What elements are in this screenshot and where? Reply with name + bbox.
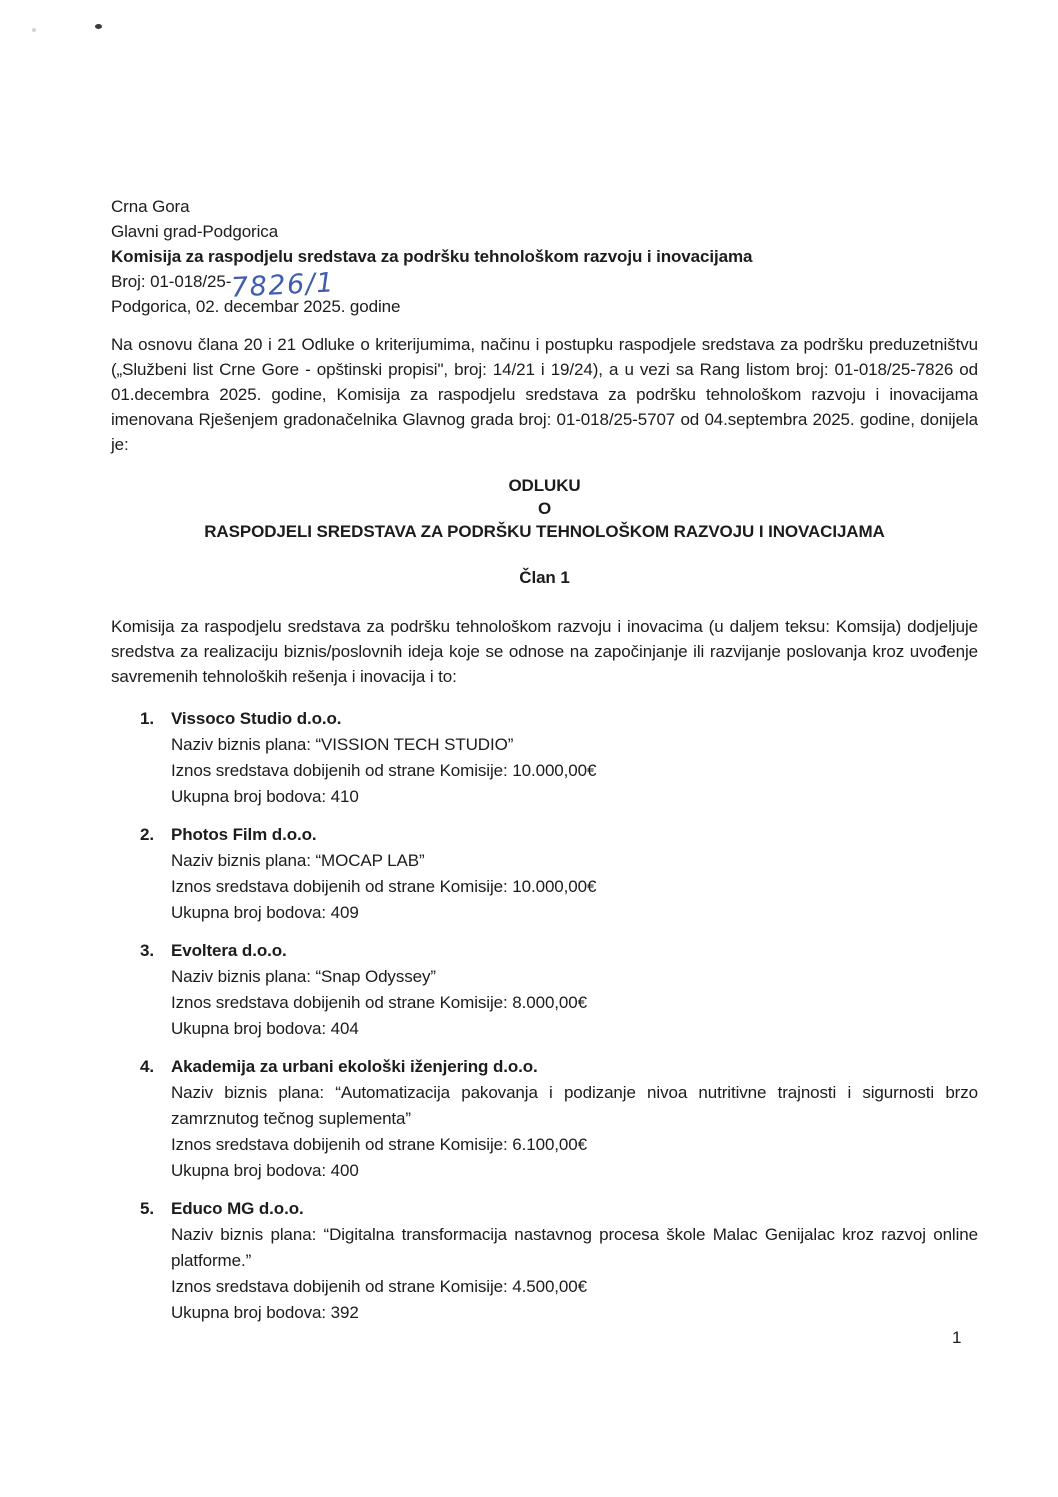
company-name: Photos Film d.o.o. bbox=[171, 825, 317, 844]
amount-value: 4.500,00€ bbox=[512, 1277, 587, 1296]
plan-line bbox=[171, 1222, 978, 1274]
amount-value: 10.000,00€ bbox=[512, 877, 597, 896]
preamble-paragraph: Na osnovu člana 20 i 21 Odluke o kriterijumima, načinu i postupku raspodjele sredstava za podršku preduzetništvu („Službeni list Crne Gore - opštinski propisi", broj: 14/21 i 19/24), a u vezi sa Rang listom broj: 01-018/25-7826 od 01.decembra 2025. godine, Komisija za raspodjelu sredstava za podršku tehnološkom razvoju i inovacijama imenovana Rješenjem gradonačelnika Glavnog grada broj: 01-018/25-5707 od 04.septembra 2025. godine, donijela je: bbox=[111, 335, 978, 454]
points-label: Ukupna broj bodova: bbox=[171, 787, 326, 806]
points-value: 392 bbox=[330, 1303, 359, 1322]
points-label: Ukupna broj bodova: bbox=[171, 903, 326, 922]
amount-label: Iznos sredstava dobijenih od strane Komisije: bbox=[171, 1135, 508, 1154]
amount-label: Iznos sredstava dobijenih od strane Komisije: bbox=[171, 877, 508, 896]
plan-label: Naziv biznis plana: bbox=[171, 1225, 317, 1244]
scan-artifact-dot bbox=[32, 28, 36, 32]
item-number: 5. bbox=[140, 1199, 154, 1218]
reference-number-line bbox=[111, 267, 978, 304]
document-header bbox=[111, 194, 978, 319]
points-value: 410 bbox=[330, 787, 359, 806]
plan-value: “MOCAP LAB” bbox=[315, 851, 425, 870]
recipients-list bbox=[111, 706, 978, 1326]
plan-value: “Snap Odyssey” bbox=[315, 967, 436, 986]
company-name: Akademija za urbani ekološki iženjering d.o.o. bbox=[171, 1057, 538, 1076]
decision-title: ODLUKU bbox=[508, 476, 581, 495]
amount-value: 6.100,00€ bbox=[512, 1135, 587, 1154]
plan-label: Naziv biznis plana: bbox=[171, 735, 311, 754]
decision-title-preposition: O bbox=[537, 499, 552, 518]
points-line bbox=[171, 1016, 978, 1042]
item-body bbox=[171, 822, 978, 926]
plan-value: “VISSION TECH STUDIO” bbox=[315, 735, 514, 754]
amount-label: Iznos sredstava dobijenih od strane Komisije: bbox=[171, 1277, 508, 1296]
amount-line bbox=[171, 874, 978, 900]
list-item bbox=[140, 1054, 978, 1184]
country-line: Crna Gora bbox=[111, 197, 190, 216]
item-body bbox=[171, 706, 978, 810]
amount-line bbox=[171, 758, 978, 784]
plan-line bbox=[171, 732, 978, 758]
amount-line bbox=[171, 1132, 978, 1158]
points-line bbox=[171, 900, 978, 926]
amount-label: Iznos sredstava dobijenih od strane Komisije: bbox=[171, 993, 508, 1012]
item-body bbox=[171, 1054, 978, 1184]
points-line bbox=[171, 1300, 978, 1326]
page-number: 1 bbox=[952, 1328, 962, 1347]
points-label: Ukupna broj bodova: bbox=[171, 1161, 326, 1180]
plan-value: “Automatizacija pakovanja i podizanje nivoa nutritivne trajnosti i sigurnosti brzo zamrznutog tečnog suplementa” bbox=[171, 1083, 979, 1128]
plan-label: Naziv biznis plana: bbox=[171, 851, 311, 870]
item-number: 1. bbox=[140, 709, 154, 728]
commission-line: Komisija za raspodjelu sredstava za podršku tehnološkom razvoju i inovacijama bbox=[111, 247, 753, 266]
plan-label: Naziv biznis plana: bbox=[171, 1083, 325, 1102]
list-item bbox=[140, 822, 978, 926]
item-body bbox=[171, 938, 978, 1042]
points-line bbox=[171, 1158, 978, 1184]
company-name: Vissoco Studio d.o.o. bbox=[171, 709, 342, 728]
item-number: 2. bbox=[140, 825, 154, 844]
points-line bbox=[171, 784, 978, 810]
scan-artifact-dot bbox=[95, 24, 102, 29]
place-date-line: Podgorica, 02. decembar 2025. godine bbox=[111, 297, 401, 316]
item-number: 4. bbox=[140, 1057, 154, 1076]
points-value: 404 bbox=[330, 1019, 359, 1038]
document-content bbox=[111, 194, 978, 1338]
plan-label: Naziv biznis plana: bbox=[171, 967, 311, 986]
item-body bbox=[171, 1196, 978, 1326]
item-number: 3. bbox=[140, 941, 154, 960]
list-item bbox=[140, 1196, 978, 1326]
list-item bbox=[140, 938, 978, 1042]
points-label: Ukupna broj bodova: bbox=[171, 1019, 326, 1038]
amount-label: Iznos sredstava dobijenih od strane Komisije: bbox=[171, 761, 508, 780]
plan-value: “Digitalna transformacija nastavnog procesa škole Malac Genijalac kroz razvoj online platforme.” bbox=[171, 1225, 978, 1270]
points-label: Ukupna broj bodova: bbox=[171, 1303, 326, 1322]
amount-line bbox=[171, 1274, 978, 1300]
points-value: 409 bbox=[330, 903, 359, 922]
company-name: Educo MG d.o.o. bbox=[171, 1199, 304, 1218]
list-item bbox=[140, 706, 978, 810]
amount-value: 10.000,00€ bbox=[512, 761, 597, 780]
plan-line bbox=[171, 964, 978, 990]
handwritten-reference-number: 7826/1 bbox=[230, 267, 337, 304]
plan-line bbox=[171, 848, 978, 874]
city-line: Glavni grad-Podgorica bbox=[111, 222, 279, 241]
amount-value: 8.000,00€ bbox=[512, 993, 587, 1012]
decision-subtitle: RASPODJELI SREDSTAVA ZA PODRŠKU TEHNOLOŠKOM RAZVOJU I INOVACIJAMA bbox=[204, 522, 885, 541]
article-1-heading: Član 1 bbox=[519, 568, 570, 587]
decision-title-block bbox=[111, 474, 978, 543]
plan-line bbox=[171, 1080, 978, 1132]
article-1-paragraph: Komisija za raspodjelu sredstava za podršku tehnološkom razvoju i inovacima (u daljem teksu: Komsija) dodjeljuje sredstva za realizaciju biznis/poslovnih ideja koje se odnose na započinjanje ili razvijanje poslovanja kroz uvođenje savremenih tehnoloških rešenja i inovacija i to: bbox=[111, 617, 978, 686]
company-name: Evoltera d.o.o. bbox=[171, 941, 287, 960]
reference-number-label: Broj: 01-018/25- bbox=[111, 272, 232, 291]
amount-line bbox=[171, 990, 978, 1016]
points-value: 400 bbox=[330, 1161, 359, 1180]
